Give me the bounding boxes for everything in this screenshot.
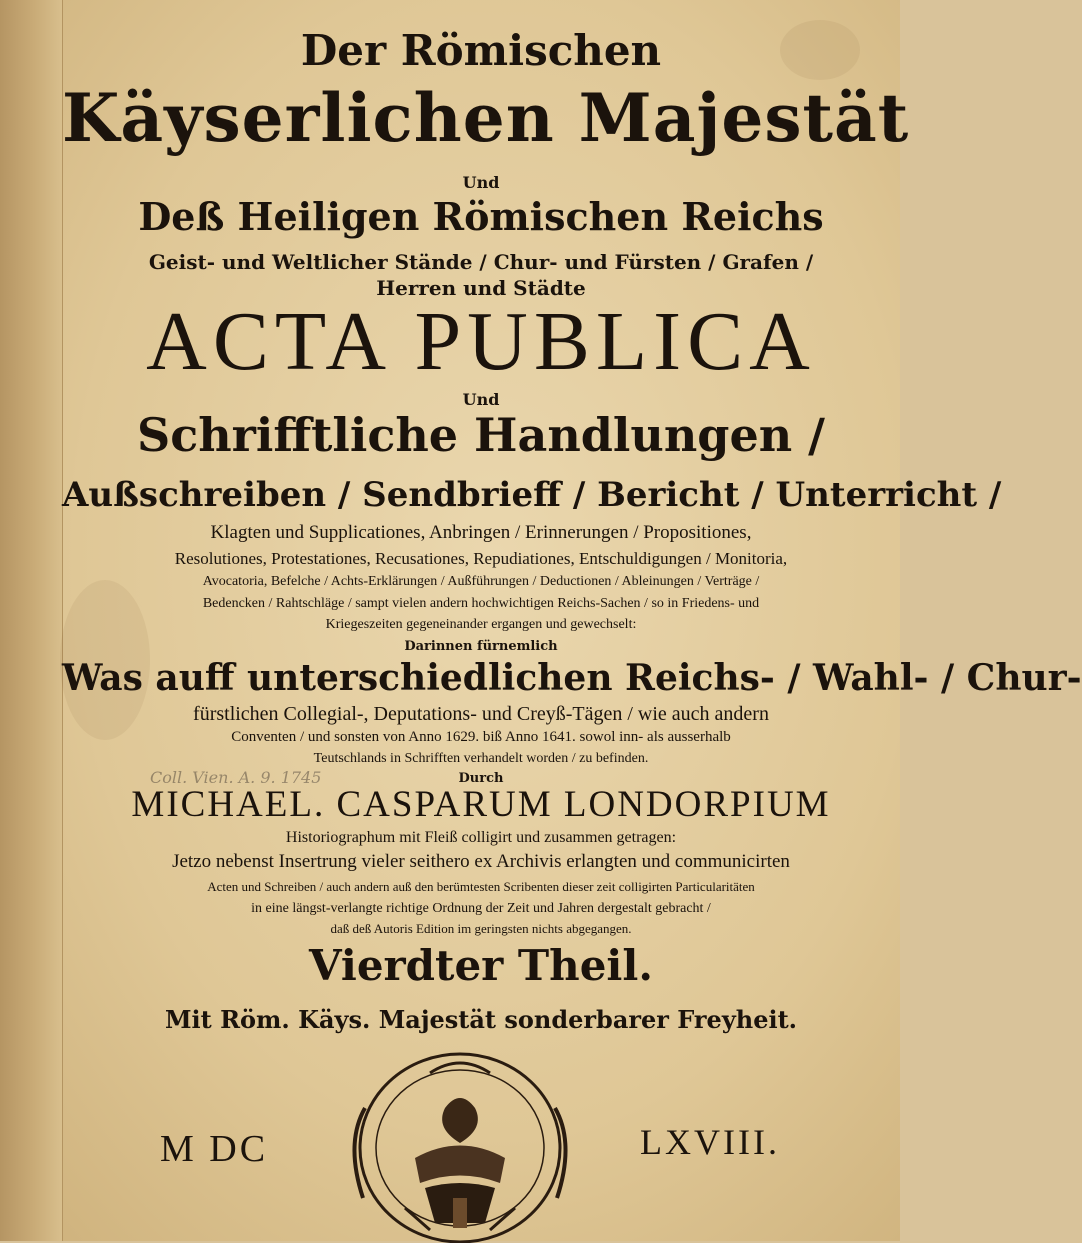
title-line-18: fürstlichen Collegial-, Deputations- und Creyß-Tägen / wie auch andern xyxy=(193,703,769,725)
printer-emblem-icon xyxy=(335,1048,585,1243)
privilege-line: Mit Röm. Käys. Majestät sonderbarer Freyheit. xyxy=(164,1005,798,1034)
title-line-9: Schrifftliche Handlungen / xyxy=(136,408,825,462)
title-line-15: Kriegeszeiten gegeneinander ergangen und gewechselt: xyxy=(325,617,637,632)
title-line-23: Historiographum mit Fleiß colligirt und zusammen getragen: xyxy=(285,829,677,846)
imprint-year-left: M DC xyxy=(160,1128,269,1170)
title-line-27: daß deß Autoris Edition im geringsten nichts abgegangen. xyxy=(330,921,632,936)
title-line-1: Der Römischen xyxy=(300,26,662,75)
title-line-21: Durch xyxy=(458,771,504,786)
volume-title: Vierdter Theil. xyxy=(309,941,653,990)
title-line-11: Klagten und Supplicationes, Anbringen / Erinnerungen / Propositiones, xyxy=(210,522,752,543)
title-line-12: Resolutiones, Protestationes, Recusationes, Repudiationes, Entschuldigungen / Monitoria, xyxy=(174,549,788,568)
author-name: MICHAEL. CASPARUM LONDORPIUM xyxy=(131,784,831,825)
title-line-2: Käyserlichen Majestät xyxy=(62,79,910,157)
title-line-5: Geist- und Weltlicher Stände / Chur- und Fürsten / Grafen / xyxy=(148,250,814,274)
title-line-13: Avocatoria, Befelche / Achts-Erklärungen / Außführungen / Deductionen / Ableinungen / Verträge / xyxy=(202,574,760,589)
title-line-16: Darinnen fürnemlich xyxy=(404,639,558,654)
title-line-4: Deß Heiligen Römischen Reichs xyxy=(138,194,824,239)
title-line-17: Was auff unterschiedlichen Reichs- / Wahl- / Chur- xyxy=(62,657,1082,699)
title-line-10: Außschreiben / Sendbrieff / Bericht / Unterricht / xyxy=(62,475,1002,515)
title-line-24: Jetzo nebenst Insertrung vieler seithero ex Archivis erlangten und communicirten xyxy=(172,851,790,872)
title-line-25: Acten und Schreiben / auch andern auß den berümtesten Scribenten dieser zeit colligirten Particularitäten xyxy=(207,879,755,894)
handwritten-shelfmark: Coll. Vien. A. 9. 1745 xyxy=(150,768,322,787)
title-line-8: Und xyxy=(462,390,500,409)
title-line-3: Und xyxy=(462,173,500,192)
imprint-year-right: LXVIII. xyxy=(640,1122,780,1162)
title-line-19: Conventen / und sonsten von Anno 1629. biß Anno 1641. sowol inn- als ausserhalb xyxy=(231,729,731,745)
title-line-26: in eine längst-verlangte richtige Ordnung der Zeit und Jahren dergestalt gebracht / xyxy=(251,901,711,916)
title-line-6: Herren und Städte xyxy=(376,276,586,300)
title-line-20: Teutschlands in Schrifften verhandelt worden / zu befinden. xyxy=(313,751,649,766)
title-line-14: Bedencken / Rahtschläge / sampt vielen andern hochwichtigen Reichs-Sachen / so in Friedens- und xyxy=(202,596,760,611)
title-line-acta-publica: ACTA PUBLICA xyxy=(146,295,816,388)
book-spine-edge xyxy=(0,0,63,1241)
